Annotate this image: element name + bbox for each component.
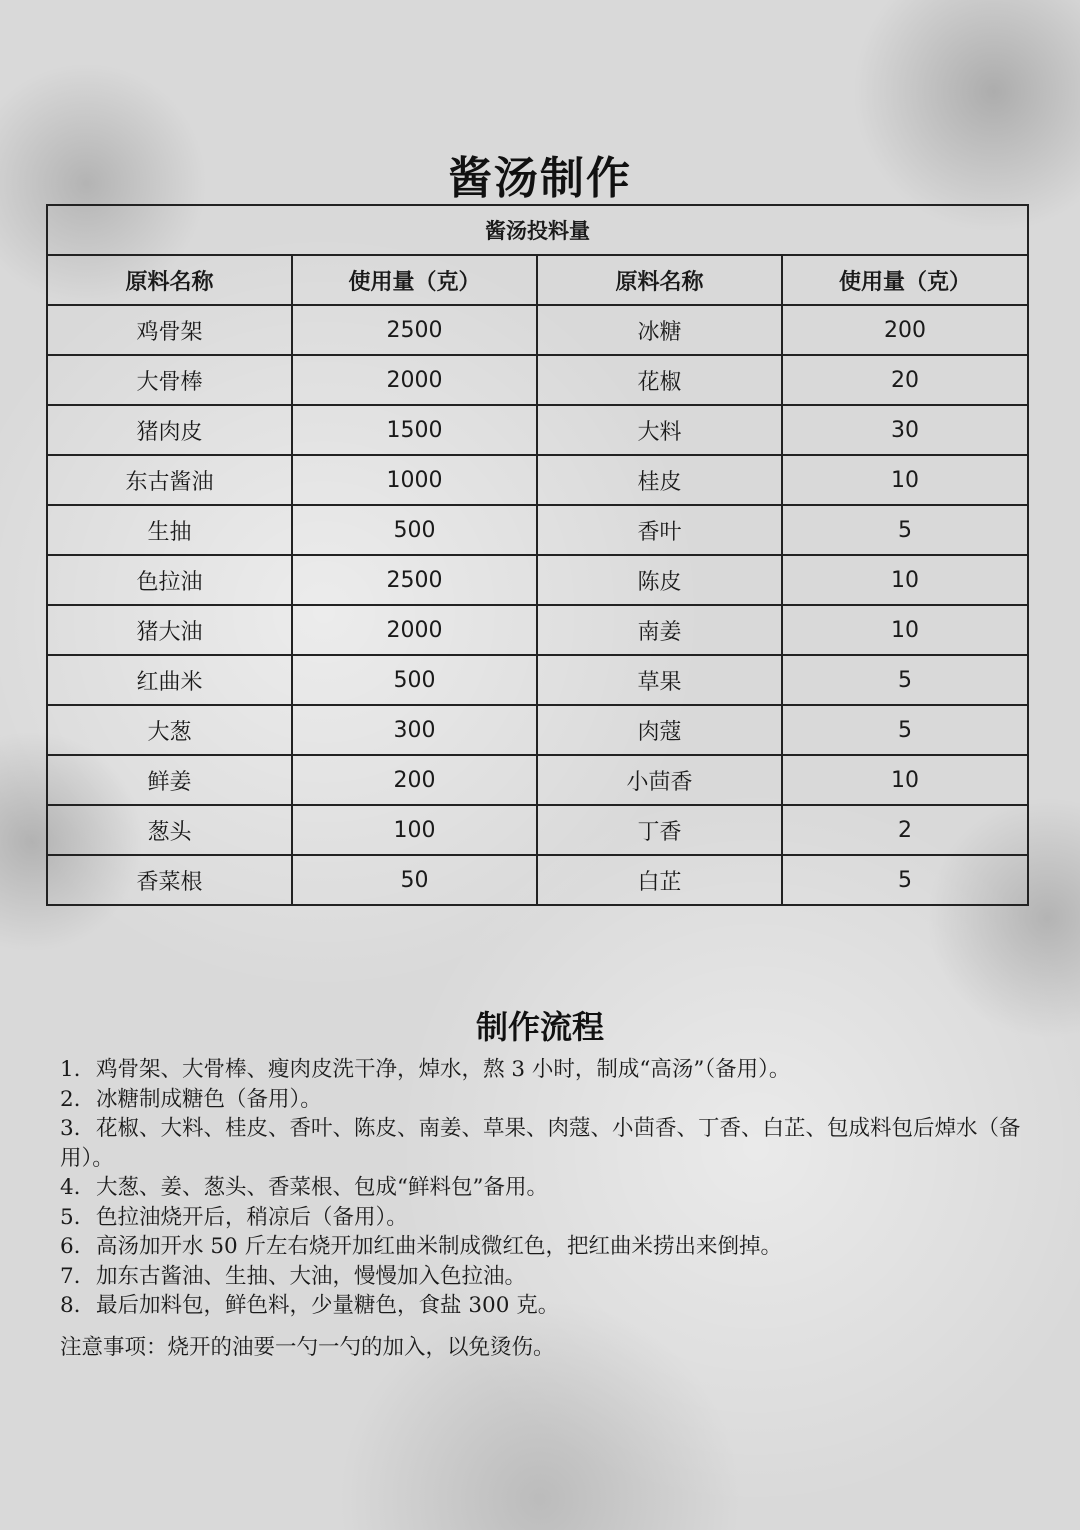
ingredient-amount: 100 (292, 805, 537, 855)
table-row (47, 805, 1028, 855)
ingredient-amount: 200 (292, 755, 537, 805)
ingredient-name: 香菜根 (47, 855, 292, 905)
step-text: 加东古酱油、生抽、大油，慢慢加入色拉油。 (96, 1263, 527, 1289)
process-step (60, 1203, 1040, 1233)
page-title: 酱汤制作 (448, 153, 632, 204)
step-text: 高汤加开水 50 斤左右烧开加红曲米制成微红色，把红曲米捞出来倒掉。 (96, 1234, 783, 1259)
ingredient-name: 草果 (537, 655, 782, 705)
table-row (47, 605, 1028, 655)
step-number: 1. (60, 1057, 81, 1082)
step-number: 6. (60, 1234, 81, 1259)
ingredient-amount: 1500 (292, 405, 537, 455)
step-text: 大葱、姜、葱头、香菜根、包成“鲜料包”备用。 (96, 1175, 548, 1200)
ingredient-amount: 20 (782, 355, 1028, 405)
column-header-ingredient: 原料名称 (537, 255, 782, 305)
ingredient-name: 鸡骨架 (47, 305, 292, 355)
ingredient-amount: 5 (782, 655, 1028, 705)
step-text: 鸡骨架、大骨棒、瘦肉皮洗干净，焯水，熬 3 小时，制成“高汤”（备用）。 (96, 1057, 791, 1082)
ingredient-amount: 2 (782, 805, 1028, 855)
table-row (47, 705, 1028, 755)
ingredient-amount: 30 (782, 405, 1028, 455)
ingredient-amount: 50 (292, 855, 537, 905)
table-header-row (47, 255, 1028, 305)
ingredient-name: 大葱 (47, 705, 292, 755)
ingredient-name: 鲜姜 (47, 755, 292, 805)
step-text: 花椒、大料、桂皮、香叶、陈皮、南姜、草果、肉蔻、小茴香、丁香、白芷、包成料包后焯水（备用）。 (60, 1116, 1021, 1171)
ingredient-amount: 5 (782, 705, 1028, 755)
ingredient-amount: 2500 (292, 555, 537, 605)
process-step (60, 1173, 1040, 1203)
process-steps-list (60, 1055, 1040, 1321)
table-row (47, 655, 1028, 705)
ingredient-amount: 5 (782, 505, 1028, 555)
step-number: 8. (60, 1293, 81, 1318)
ingredient-amount: 1000 (292, 455, 537, 505)
table-row (47, 305, 1028, 355)
process-step (60, 1262, 1040, 1292)
ingredient-name: 东古酱油 (47, 455, 292, 505)
ingredient-name: 肉蔻 (537, 705, 782, 755)
ingredient-amount: 10 (782, 605, 1028, 655)
process-step (60, 1232, 1040, 1262)
ingredient-amount: 500 (292, 655, 537, 705)
ingredient-name: 白芷 (537, 855, 782, 905)
ingredient-name: 猪肉皮 (47, 405, 292, 455)
column-header-amount: 使用量（克） (292, 255, 537, 305)
ingredient-name: 桂皮 (537, 455, 782, 505)
process-step (60, 1055, 1040, 1085)
process-step (60, 1085, 1040, 1115)
ingredient-amount: 10 (782, 755, 1028, 805)
ingredient-name: 冰糖 (537, 305, 782, 355)
ingredient-name: 南姜 (537, 605, 782, 655)
ingredient-amount: 300 (292, 705, 537, 755)
ingredient-table (46, 204, 1029, 906)
ingredient-amount: 200 (782, 305, 1028, 355)
ingredient-name: 香叶 (537, 505, 782, 555)
ingredient-amount: 10 (782, 455, 1028, 505)
process-title: 制作流程 (475, 1008, 604, 1046)
ingredient-name: 猪大油 (47, 605, 292, 655)
ingredient-amount: 2000 (292, 605, 537, 655)
ingredient-name: 大料 (537, 405, 782, 455)
step-text: 冰糖制成糖色（备用）。 (96, 1086, 322, 1112)
table-row (47, 505, 1028, 555)
table-row (47, 405, 1028, 455)
step-number: 7. (60, 1263, 81, 1289)
step-number: 4. (60, 1175, 81, 1200)
step-number: 3. (60, 1116, 81, 1141)
step-text: 色拉油烧开后，稍凉后（备用）。 (96, 1204, 408, 1230)
column-header-amount: 使用量（克） (782, 255, 1028, 305)
step-number: 5. (60, 1204, 81, 1230)
step-text: 最后加料包，鲜色料，少量糖色，食盐 300 克。 (96, 1293, 560, 1318)
ingredient-name: 小茴香 (537, 755, 782, 805)
ingredient-name: 色拉油 (47, 555, 292, 605)
ingredient-amount: 10 (782, 555, 1028, 605)
ingredient-name: 红曲米 (47, 655, 292, 705)
ingredient-name: 丁香 (537, 805, 782, 855)
column-header-ingredient: 原料名称 (47, 255, 292, 305)
ingredient-amount: 500 (292, 505, 537, 555)
caution-note: 注意事项：烧开的油要一勺一勺的加入，以免烫伤。 (60, 1335, 555, 1360)
table-row (47, 355, 1028, 405)
table-row (47, 755, 1028, 805)
process-step (60, 1291, 1040, 1321)
table-row (47, 855, 1028, 905)
ingredient-name: 大骨棒 (47, 355, 292, 405)
step-number: 2. (60, 1086, 81, 1112)
ingredient-amount: 2000 (292, 355, 537, 405)
ingredient-name: 陈皮 (537, 555, 782, 605)
ingredient-name: 生抽 (47, 505, 292, 555)
ingredient-name: 花椒 (537, 355, 782, 405)
table-caption: 酱汤投料量 (47, 205, 1028, 255)
process-step (60, 1114, 1040, 1173)
table-row (47, 555, 1028, 605)
ingredient-amount: 5 (782, 855, 1028, 905)
ingredient-name: 葱头 (47, 805, 292, 855)
ingredient-amount: 2500 (292, 305, 537, 355)
table-row (47, 455, 1028, 505)
